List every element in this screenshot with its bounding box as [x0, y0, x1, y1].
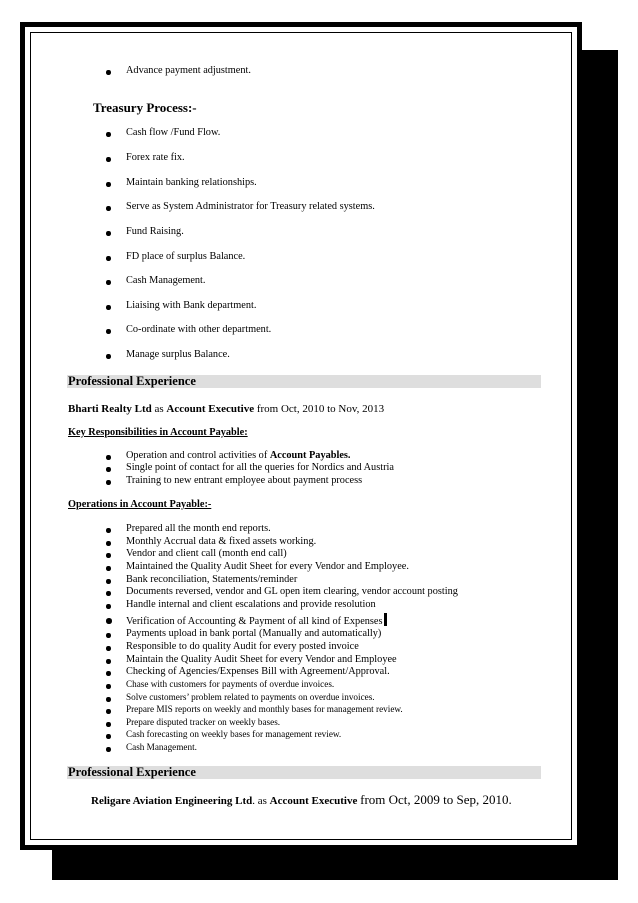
- list-item: Single point of contact for all the queries for Nordics and Austria: [126, 462, 394, 473]
- bullet-icon: [106, 329, 111, 334]
- bullet-icon: [106, 722, 111, 727]
- list-item: Handle internal and client escalations and provide resolution: [126, 599, 376, 610]
- section-title: Professional Experience: [68, 374, 196, 388]
- list-item: Cash forecasting on weekly bases for management review.: [126, 729, 342, 739]
- list-item: Documents reversed, vendor and GL open item clearing, vendor account posting: [126, 586, 458, 597]
- bullet-icon: [106, 256, 111, 261]
- bullet-icon: [106, 455, 111, 460]
- list-item-bold: Account Payables.: [269, 450, 351, 461]
- bullet-icon: [106, 709, 111, 714]
- job-as: as: [154, 403, 164, 415]
- bullet-icon: [106, 528, 111, 533]
- list-item: Maintain the Quality Audit Sheet for every Vendor and Employee: [126, 654, 397, 665]
- text-cursor-icon: [384, 613, 387, 626]
- list-item: Solve customers’ problem related to payments on overdue invoices.: [126, 692, 375, 702]
- bullet-icon: [106, 467, 111, 472]
- bullet-icon: [106, 541, 111, 546]
- list-item: Advance payment adjustment.: [126, 65, 251, 76]
- job-role: Account Executive: [166, 403, 255, 415]
- list-item: Manage surplus Balance.: [126, 349, 230, 360]
- list-item: Co-ordinate with other department.: [126, 324, 272, 335]
- list-item: Liaising with Bank department.: [126, 300, 257, 311]
- company-name: Bharti Realty Ltd: [68, 403, 152, 415]
- bullet-icon: [106, 747, 111, 752]
- list-item: [126, 450, 350, 461]
- bullet-icon: [106, 206, 111, 211]
- list-item: Cash flow /Fund Flow.: [126, 127, 221, 138]
- list-item: Payments upload in bank portal (Manually and automatically): [126, 628, 382, 639]
- bullet-icon: [106, 480, 111, 485]
- bullet-icon: [106, 354, 111, 359]
- list-item-text: Verification of Accounting & Payment of all kind of Expenses: [126, 616, 383, 627]
- bullet-icon: [106, 618, 112, 624]
- list-item: [126, 613, 387, 627]
- job-as: . as: [252, 795, 270, 807]
- list-item: Prepared all the month end reports.: [126, 523, 271, 534]
- bullet-icon: [106, 697, 111, 702]
- list-item: Prepare MIS reports on weekly and monthly bases for management review.: [126, 704, 403, 714]
- company-name: Religare Aviation Engineering Ltd: [91, 795, 253, 807]
- job-period: from Oct, 2009 to Sep, 2010.: [360, 792, 512, 807]
- section-title: Professional Experience: [68, 765, 196, 779]
- bullet-icon: [106, 579, 111, 584]
- bullet-icon: [106, 132, 111, 137]
- bullet-icon: [106, 305, 111, 310]
- list-item: Cash Management.: [126, 275, 206, 286]
- bullet-icon: [106, 591, 111, 596]
- job-period: from Oct, 2010 to Nov, 2013: [256, 403, 385, 415]
- job-line: [91, 792, 512, 808]
- list-item: Monthly Accrual data & fixed assets working.: [126, 536, 317, 547]
- bullet-icon: [106, 157, 111, 162]
- bullet-icon: [106, 604, 111, 609]
- list-item: FD place of surplus Balance.: [126, 251, 246, 262]
- bullet-icon: [106, 659, 111, 664]
- list-item: Training to new entrant employee about payment process: [126, 475, 363, 486]
- list-item: Maintained the Quality Audit Sheet for every Vendor and Employee.: [126, 561, 409, 572]
- list-item: Chase with customers for payments of overdue invoices.: [126, 679, 335, 689]
- list-item: Maintain banking relationships.: [126, 177, 257, 188]
- key-responsibilities-heading: Key Responsibilities in Account Payable:: [68, 427, 248, 438]
- list-item: Checking of Agencies/Expenses Bill with Agreement/Approval.: [126, 666, 390, 677]
- list-item: Serve as System Administrator for Treasury related systems.: [126, 201, 375, 212]
- list-item: Fund Raising.: [126, 226, 184, 237]
- bullet-icon: [106, 70, 111, 75]
- bullet-icon: [106, 633, 111, 638]
- bullet-icon: [106, 734, 111, 739]
- bullet-icon: [106, 566, 111, 571]
- bullet-icon: [106, 671, 111, 676]
- bullet-icon: [106, 553, 111, 558]
- list-item: Forex rate fix.: [126, 152, 185, 163]
- treasury-heading: Treasury Process:-: [93, 100, 197, 115]
- list-item: Responsible to do quality Audit for every posted invoice: [126, 641, 359, 652]
- bullet-icon: [106, 646, 111, 651]
- list-item: Prepare disputed tracker on weekly bases.: [126, 717, 281, 727]
- list-item: Vendor and client call (month end call): [126, 548, 287, 559]
- bullet-icon: [106, 280, 111, 285]
- bullet-icon: [106, 684, 111, 689]
- list-item: Bank reconciliation, Statements/reminder: [126, 574, 298, 585]
- operations-heading: Operations in Account Payable:-: [68, 499, 212, 510]
- list-item-text: Operation and control activities of: [126, 450, 270, 461]
- bullet-icon: [106, 182, 111, 187]
- bullet-icon: [106, 231, 111, 236]
- job-role: Account Executive: [269, 795, 358, 807]
- job-line: [68, 403, 384, 415]
- list-item: Cash Management.: [126, 742, 197, 752]
